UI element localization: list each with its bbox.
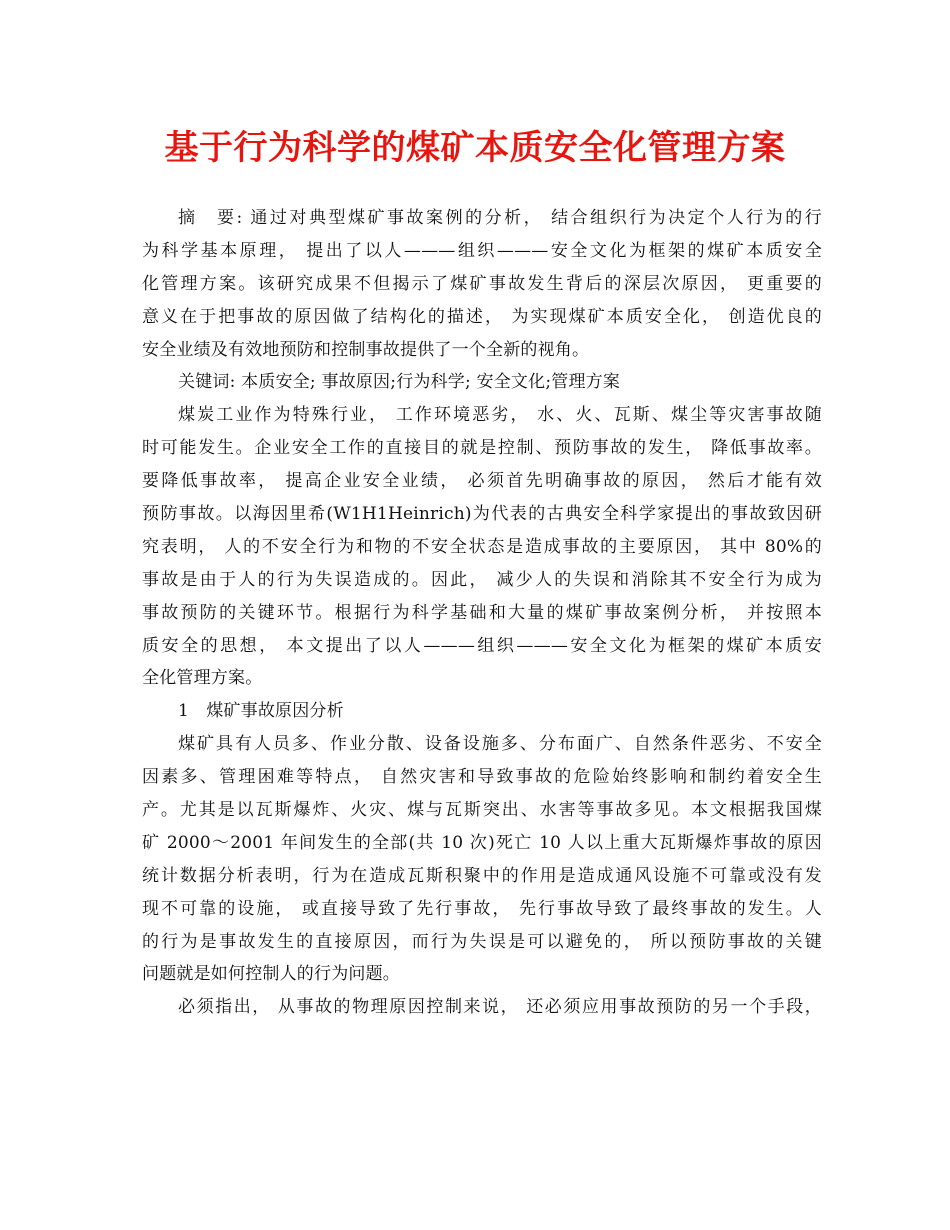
paragraph-line: 要降低事故率， 提高企业安全业绩， 必须首先明确事故的原因， 然后才能有效 — [142, 471, 822, 492]
paragraph-line: 必须指出， 从事故的物理原因控制来说， 还必须应用事故预防的另一个手段， — [178, 997, 822, 1018]
paragraph-line: 产。尤其是以瓦斯爆炸、火灾、煤与瓦斯突出、水害等事故多见。本文根据我国煤 — [142, 800, 822, 821]
paragraph-line: 煤矿具有人员多、作业分散、设备设施多、分布面广、自然条件恶劣、不安全 — [178, 734, 822, 755]
section-heading: 1 煤矿事故原因分析 — [178, 701, 344, 722]
document-title: 基于行为科学的煤矿本质安全化管理方案 — [164, 128, 786, 168]
paragraph-line: 煤炭工业作为特殊行业， 工作环境恶劣， 水、火、瓦斯、煤尘等灾害事故随 — [178, 405, 822, 426]
keywords-line: 关键词: 本质安全; 事故原因;行为科学; 安全文化;管理方案 — [178, 372, 621, 393]
paragraph-line: 矿 2000～2001 年间发生的全部(共 10 次)死亡 10 人以上重大瓦斯爆炸事故的原因 — [142, 832, 822, 853]
paragraph-line: 问题就是如何控制人的行为问题。 — [142, 964, 400, 985]
paragraph-line: 究表明， 人的不安全行为和物的不安全状态是造成事故的主要原因， 其中 80%的 — [142, 536, 822, 557]
paragraph-line: 统计数据分析表明，行为在造成瓦斯积聚中的作用是造成通风设施不可靠或没有发 — [142, 865, 822, 886]
paragraph-line: 事故预防的关键环节。根据行为科学基础和大量的煤矿事故案例分析， 并按照本 — [142, 602, 822, 623]
abstract-line: 为科学基本原理， 提出了以人———组织———安全文化为框架的煤矿本质安全 — [142, 240, 822, 261]
abstract-line: 意义在于把事故的原因做了结构化的描述， 为实现煤矿本质安全化， 创造优良的 — [142, 306, 822, 327]
paragraph-line: 预防事故。以海因里希(W1H1Heinrich)为代表的古典安全科学家提出的事故致因研 — [142, 504, 822, 525]
paragraph-line: 的行为是事故发生的直接原因，而行为失误是可以避免的， 所以预防事故的关键 — [142, 931, 822, 952]
paragraph-line: 时可能发生。企业安全工作的直接目的就是控制、预防事故的发生， 降低事故率。 — [142, 438, 822, 459]
paragraph-line: 全化管理方案。 — [142, 668, 263, 689]
paragraph-line: 事故是由于人的行为失误造成的。因此， 减少人的失误和消除其不安全行为成为 — [142, 569, 822, 590]
document-body — [142, 202, 822, 1024]
paragraph-line: 质安全的思想， 本文提出了以人———组织———安全文化为框架的煤矿本质安 — [142, 635, 822, 656]
abstract-line: 安全业绩及有效地预防和控制事故提供了一个全新的视角。 — [142, 339, 590, 360]
paragraph-line: 现不可靠的设施， 或直接导致了先行事故， 先行事故导致了最终事故的发生。人 — [142, 898, 822, 919]
paragraph-line: 因素多、管理困难等特点， 自然灾害和导致事故的危险始终影响和制约着安全生 — [142, 767, 822, 788]
abstract-line: 化管理方案。该研究成果不但揭示了煤矿事故发生背后的深层次原因， 更重要的 — [142, 273, 822, 294]
abstract-line: 摘 要: 通过对典型煤矿事故案例的分析， 结合组织行为决定个人行为的行 — [178, 208, 822, 228]
